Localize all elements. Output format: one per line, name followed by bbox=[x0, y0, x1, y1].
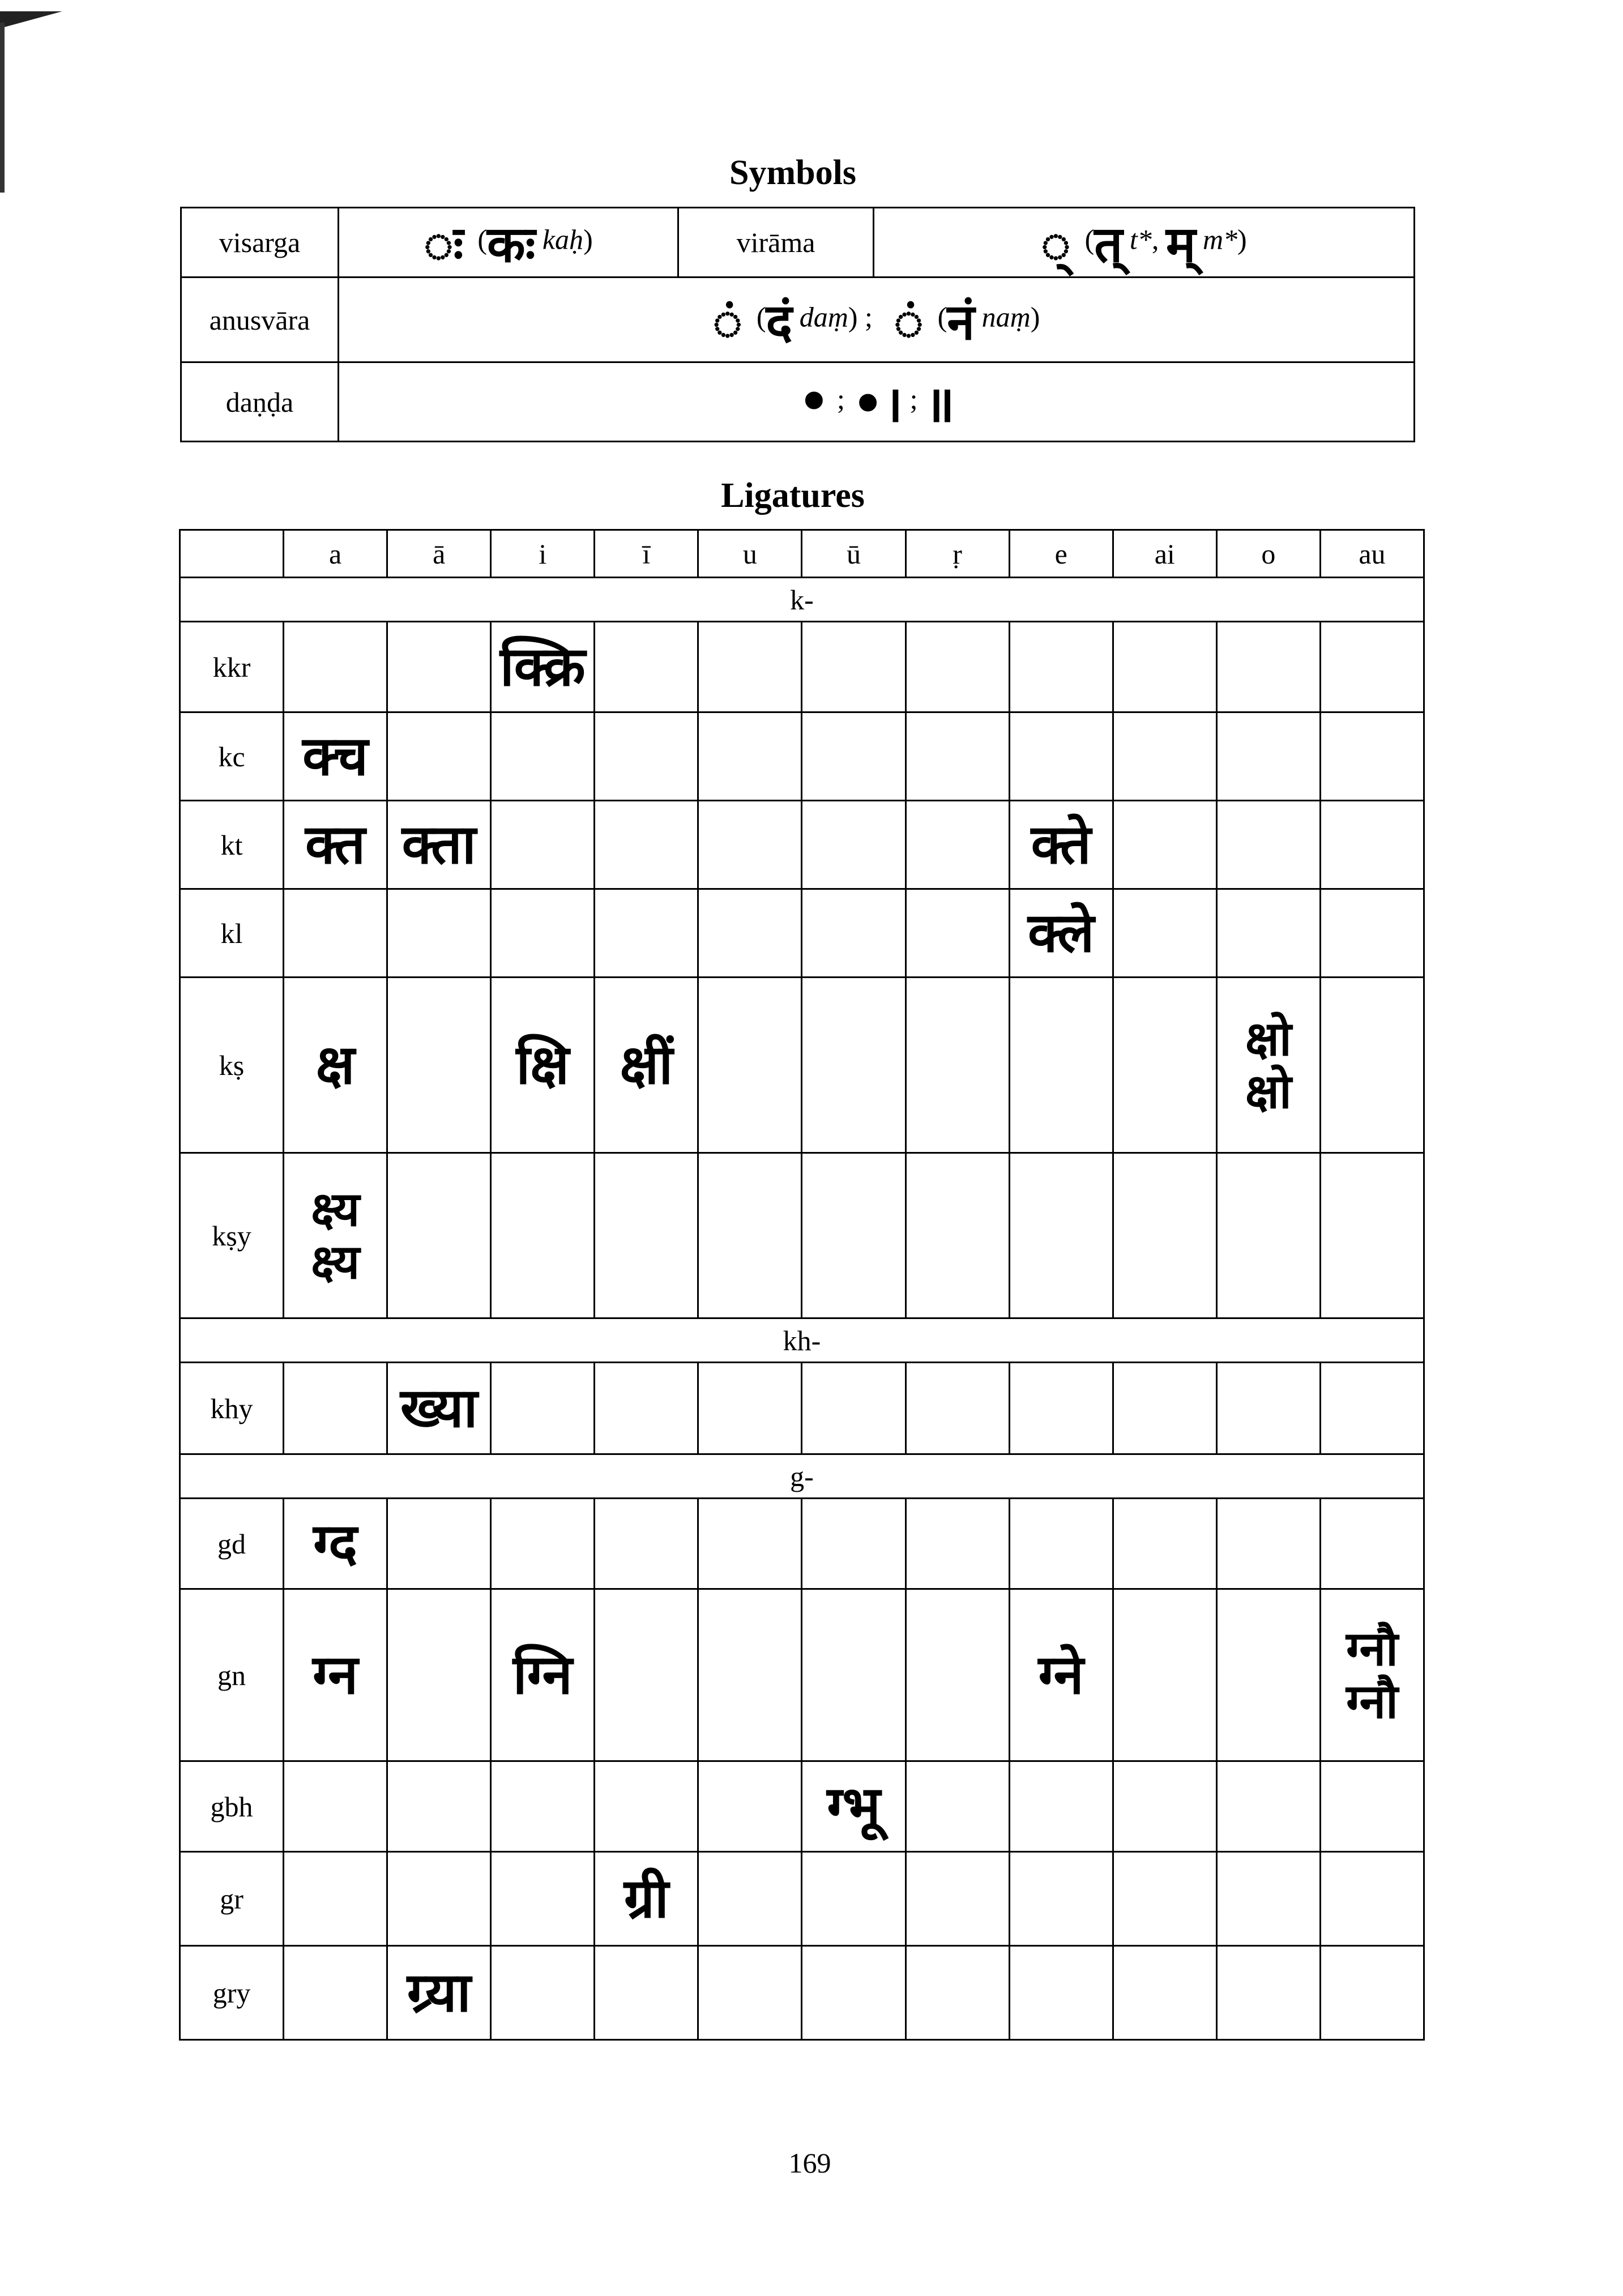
group-row-k bbox=[180, 578, 1424, 622]
ligature-row-gr bbox=[180, 1852, 1424, 1946]
group-label: kh- bbox=[180, 1318, 1424, 1363]
ligature-glyph: क्त bbox=[305, 812, 366, 876]
col-header: i bbox=[491, 530, 595, 578]
ligature-glyph: क्षो bbox=[1245, 1011, 1292, 1067]
symbols-heading: Symbols bbox=[729, 153, 856, 192]
anusvara-glyph-2: नं bbox=[947, 292, 975, 351]
visarga-example-text: kaḥ bbox=[542, 223, 584, 255]
ligatures-table bbox=[179, 529, 1425, 2041]
virama-label: virāma bbox=[678, 208, 874, 278]
ligature-row-kc bbox=[180, 712, 1424, 801]
ligature-glyph: क्क्रि bbox=[499, 634, 586, 698]
symbols-row-anusvara bbox=[181, 278, 1415, 362]
ligature-cell bbox=[284, 712, 387, 801]
ligature-cell bbox=[387, 1946, 491, 2040]
visarga-label: visarga bbox=[181, 208, 339, 278]
ligatures-header-row bbox=[180, 530, 1424, 578]
group-label: g- bbox=[180, 1454, 1424, 1499]
ligature-glyph: क्ष्य bbox=[311, 1234, 360, 1290]
group-row-kh bbox=[180, 1318, 1424, 1363]
ligatures-heading: Ligatures bbox=[721, 476, 865, 515]
ligature-glyph: क्ष bbox=[315, 1032, 355, 1096]
ligature-row-gn bbox=[180, 1589, 1424, 1761]
anusvara-text-2: naṃ bbox=[981, 300, 1031, 332]
col-header: ṛ bbox=[906, 530, 1009, 578]
col-header: ī bbox=[595, 530, 698, 578]
ligature-glyph: ग्री bbox=[623, 1866, 669, 1930]
anusvara-cell: ं (दं daṃ) ; ं (नं naṃ) bbox=[339, 278, 1415, 362]
ligature-glyph: ग्नौ bbox=[1346, 1621, 1398, 1677]
ligature-cell bbox=[595, 978, 698, 1153]
ligature-cell bbox=[387, 1363, 491, 1454]
row-label: kṣy bbox=[180, 1153, 284, 1318]
ligature-row-gry bbox=[180, 1946, 1424, 2040]
ligature-glyph: क्षीं bbox=[620, 1032, 673, 1096]
col-header: o bbox=[1216, 530, 1320, 578]
symbols-row-danda bbox=[181, 362, 1415, 442]
ligature-glyph: क्च bbox=[302, 724, 369, 788]
danda-cell: • ; •। ; ॥ bbox=[339, 362, 1415, 442]
virama-cell: ् (त् t*, म् m*) bbox=[874, 208, 1415, 278]
ligature-glyph: ख्या bbox=[400, 1376, 478, 1440]
ligature-row-khy bbox=[180, 1363, 1424, 1454]
symbols-table bbox=[180, 207, 1415, 442]
ligature-glyph: क्ले bbox=[1027, 901, 1095, 965]
row-label: gn bbox=[180, 1589, 284, 1761]
ligature-cell bbox=[284, 1589, 387, 1761]
ligature-cell bbox=[1009, 889, 1113, 978]
ligature-cell bbox=[387, 801, 491, 889]
col-header: ā bbox=[387, 530, 491, 578]
ligature-glyph: क्ष्य bbox=[311, 1181, 360, 1237]
virama-text-2: m* bbox=[1202, 223, 1238, 255]
virama-glyph-1: त् bbox=[1094, 215, 1123, 274]
ligature-row-kkr bbox=[180, 622, 1424, 712]
scan-corner-mark bbox=[0, 11, 62, 28]
col-header: u bbox=[698, 530, 802, 578]
ligature-glyph: क्षि bbox=[516, 1032, 570, 1096]
anusvara-label: anusvāra bbox=[181, 278, 339, 362]
row-label: khy bbox=[180, 1363, 284, 1454]
ligature-glyph: क्षो bbox=[1245, 1063, 1292, 1119]
virama-sign: ् bbox=[1041, 215, 1071, 274]
scan-edge-shadow bbox=[0, 23, 5, 193]
ligature-cell bbox=[491, 978, 595, 1153]
visarga-sign: ः bbox=[424, 215, 464, 274]
danda-sign-3: ॥ bbox=[924, 374, 955, 433]
ligature-glyph: ग्नि bbox=[512, 1642, 573, 1706]
ligature-cell bbox=[802, 1761, 906, 1852]
ligature-glyph: ग्भू bbox=[827, 1774, 881, 1838]
ligature-cell bbox=[595, 1852, 698, 1946]
ligature-glyph: ग्र्या bbox=[407, 1960, 471, 2024]
col-header: ū bbox=[802, 530, 906, 578]
corner-cell bbox=[180, 530, 284, 578]
ligature-row-gbh bbox=[180, 1761, 1424, 1852]
ligature-cell bbox=[1320, 1589, 1424, 1761]
ligature-glyph: ग्न bbox=[312, 1642, 358, 1706]
anusvara-text-1: daṃ bbox=[799, 300, 848, 332]
row-label: gd bbox=[180, 1499, 284, 1589]
danda-sign-2: •। bbox=[852, 374, 903, 433]
anusvara-glyph-1: दं bbox=[766, 292, 793, 351]
row-label: kc bbox=[180, 712, 284, 801]
ligature-cell bbox=[491, 1589, 595, 1761]
ligature-cell bbox=[1009, 801, 1113, 889]
group-label: k- bbox=[180, 578, 1424, 622]
anusvara-sign-2: ं bbox=[894, 292, 924, 351]
row-label: kṣ bbox=[180, 978, 284, 1153]
ligature-row-kl bbox=[180, 889, 1424, 978]
col-header: e bbox=[1009, 530, 1113, 578]
anusvara-sign-1: ं bbox=[712, 292, 742, 351]
row-label: kt bbox=[180, 801, 284, 889]
ligature-cell bbox=[1216, 978, 1320, 1153]
ligature-glyph: क्ता bbox=[402, 812, 476, 876]
symbols-row-visarga bbox=[181, 208, 1415, 278]
row-label: gbh bbox=[180, 1761, 284, 1852]
ligature-glyph: क्ते bbox=[1031, 812, 1091, 876]
row-label: gr bbox=[180, 1852, 284, 1946]
ligature-row-ksy bbox=[180, 1153, 1424, 1318]
ligature-glyph: ग्नौ bbox=[1346, 1673, 1398, 1729]
ligature-row-kt bbox=[180, 801, 1424, 889]
col-header: au bbox=[1320, 530, 1424, 578]
ligature-glyph: ग्ने bbox=[1038, 1642, 1084, 1706]
page-number: 169 bbox=[788, 2147, 831, 2179]
danda-label: daṇḍa bbox=[181, 362, 339, 442]
ligature-cell bbox=[1009, 1589, 1113, 1761]
virama-text-1: t* bbox=[1129, 223, 1152, 255]
row-label: kkr bbox=[180, 622, 284, 712]
danda-sign-1: • bbox=[798, 373, 830, 431]
ligature-cell bbox=[491, 622, 595, 712]
row-label: gry bbox=[180, 1946, 284, 2040]
row-label: kl bbox=[180, 889, 284, 978]
col-header: a bbox=[284, 530, 387, 578]
ligature-cell bbox=[284, 801, 387, 889]
ligature-row-ks bbox=[180, 978, 1424, 1153]
ligature-glyph: ग्द bbox=[313, 1511, 358, 1575]
ligature-cell bbox=[284, 978, 387, 1153]
col-header: ai bbox=[1113, 530, 1216, 578]
ligature-cell bbox=[284, 1153, 387, 1318]
virama-glyph-2: म् bbox=[1165, 215, 1196, 274]
ligature-cell bbox=[284, 1499, 387, 1589]
group-row-g bbox=[180, 1454, 1424, 1499]
ligature-row-gd bbox=[180, 1499, 1424, 1589]
visarga-example-glyph: कः bbox=[486, 215, 536, 274]
visarga-cell: ः (कः kaḥ) bbox=[339, 208, 678, 278]
